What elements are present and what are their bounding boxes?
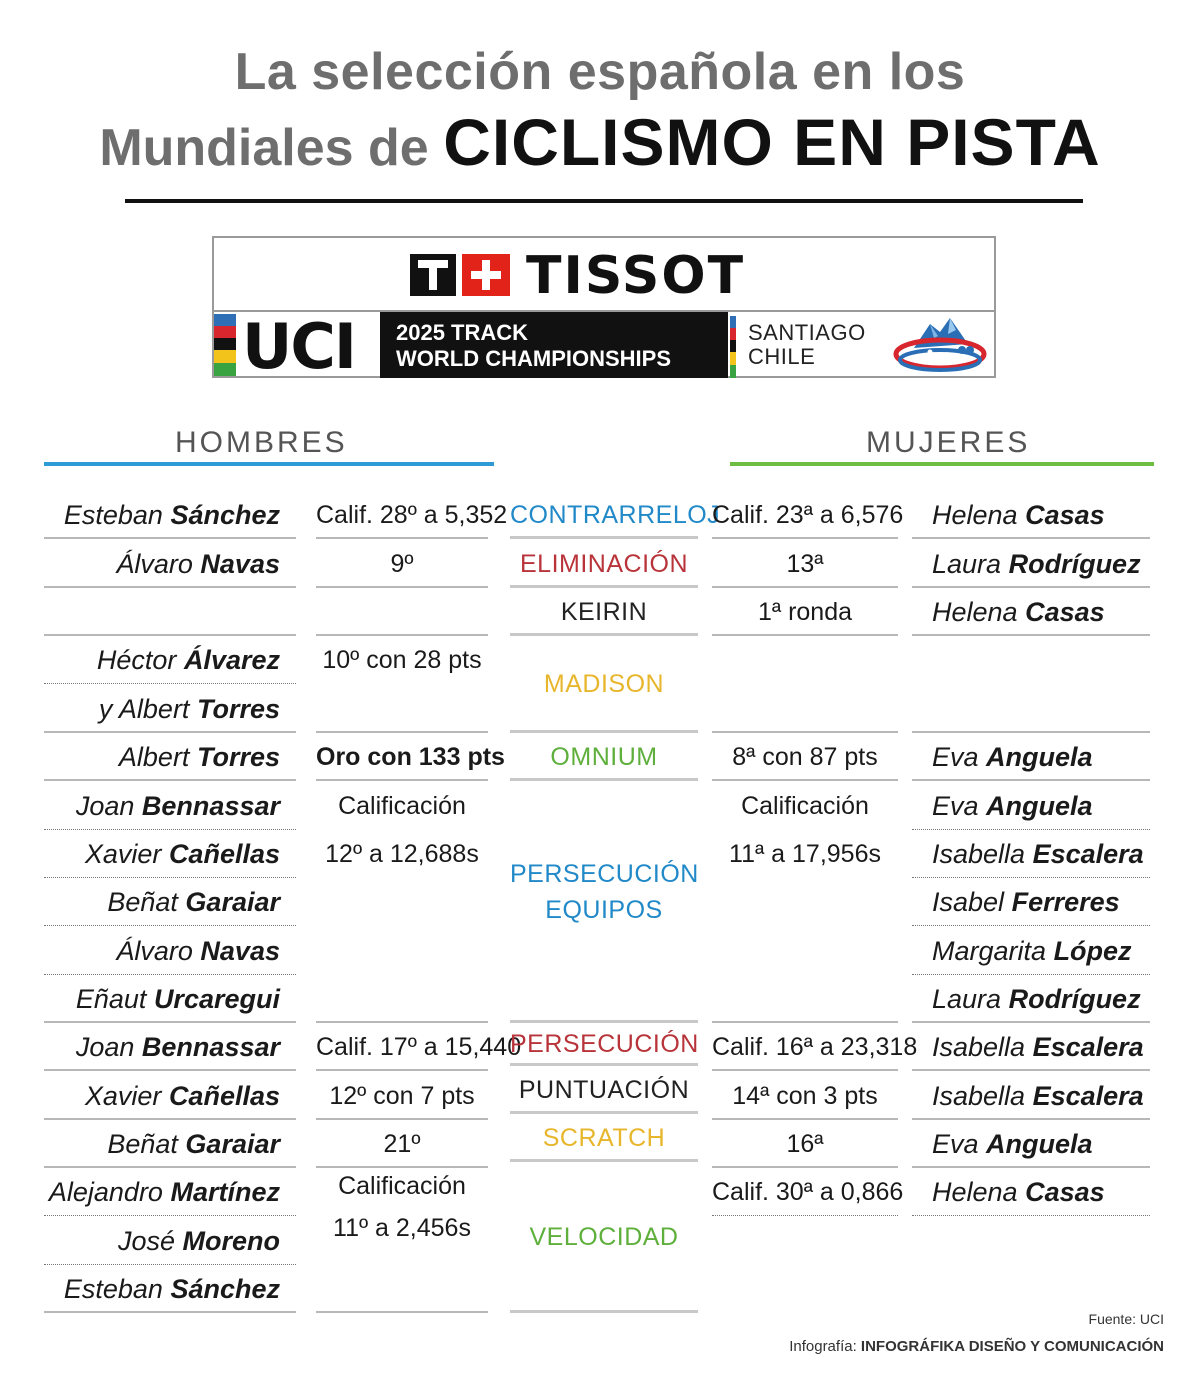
men-name-row-empty <box>44 588 296 636</box>
last-name: Casas <box>1025 1177 1105 1207</box>
last-name: Escalera <box>1032 1081 1144 1111</box>
title-prefix: Mundiales de <box>99 119 429 177</box>
last-name: Anguela <box>986 742 1093 772</box>
men-result-persecucion: Calif. 17º a 15,440 <box>316 1023 488 1071</box>
men-result-madison-spacer <box>316 685 488 733</box>
event-label: ELIMINACIÓN <box>519 550 689 578</box>
event-label: KEIRIN <box>560 598 648 626</box>
men-name-row <box>44 685 296 733</box>
last-name: Torres <box>196 742 280 772</box>
first-name: Beñat <box>107 1129 178 1159</box>
men-result-velocidad-line1: Calificación <box>338 1172 466 1200</box>
women-result-puntuacion: 14ª con 3 pts <box>712 1072 898 1120</box>
women-name-row-empty <box>912 685 1150 733</box>
event-contrarreloj <box>510 491 721 539</box>
women-name-row <box>912 588 1150 636</box>
men-name-row <box>44 927 296 975</box>
event-label: SCRATCH <box>542 1124 666 1152</box>
last-name: Sánchez <box>170 1274 280 1304</box>
event-name-band <box>380 312 728 378</box>
men-result-puntuacion: 12º con 7 pts <box>316 1072 488 1120</box>
last-name: Escalera <box>1032 839 1144 869</box>
women-result-persecucion: Calif. 16ª a 23,318 <box>712 1023 898 1071</box>
men-name-row <box>44 782 296 830</box>
men-name-row <box>44 1120 296 1168</box>
last-name: Navas <box>200 936 280 966</box>
mountain-velodrome-icon <box>890 314 990 376</box>
women-result-velocidad: Calif. 30ª a 0,866 <box>712 1168 898 1216</box>
first-name: Esteban <box>63 1274 163 1304</box>
men-result-velocidad-line2: 11º a 2,456s <box>333 1214 471 1242</box>
last-name: Rodríguez <box>1008 549 1141 579</box>
women-name-row <box>912 540 1150 588</box>
last-name: Torres <box>196 694 280 724</box>
section-men-rule <box>44 462 494 466</box>
men-result-velocidad-spacer <box>316 1265 488 1313</box>
last-name: Anguela <box>986 1129 1093 1159</box>
women-result-keirin: 1ª ronda <box>712 588 898 636</box>
women-name-row <box>912 1023 1150 1071</box>
uci-rainbow-icon <box>214 314 236 376</box>
title-line-2 <box>0 104 1200 180</box>
first-name: Isabel <box>932 887 1005 917</box>
last-name: Navas <box>200 549 280 579</box>
event-label: CONTRARRELOJ <box>510 501 721 529</box>
men-name-row <box>44 636 296 684</box>
section-women-title: MUJERES <box>866 426 1031 459</box>
first-name: Margarita <box>932 936 1047 966</box>
event-velocidad <box>510 1162 698 1313</box>
men-result-team-pursuit-line2: 12º a 12,688s <box>325 840 479 868</box>
last-name: Martínez <box>170 1177 280 1207</box>
event-label: MADISON <box>543 670 665 698</box>
men-name-row <box>44 1072 296 1120</box>
first-name: Isabella <box>932 1081 1026 1111</box>
first-name: y Albert <box>98 694 190 724</box>
event-madison <box>510 636 698 733</box>
first-name: Eva <box>932 1129 979 1159</box>
men-name-row <box>44 1265 296 1313</box>
credit-prefix: Infografía: <box>789 1338 857 1355</box>
first-name: Isabella <box>932 839 1026 869</box>
event-logo <box>212 236 996 383</box>
men-name-row <box>44 491 296 539</box>
men-name-row <box>44 1023 296 1071</box>
section-men-title: HOMBRES <box>175 426 348 459</box>
last-name: Anguela <box>986 791 1093 821</box>
first-name: Joan <box>75 1032 135 1062</box>
event-label: OMNIUM <box>550 743 658 771</box>
last-name: Casas <box>1025 500 1105 530</box>
women-name-row <box>912 830 1150 878</box>
men-result-madison: 10º con 28 pts <box>322 646 482 674</box>
sponsor-name: TISSOT <box>526 246 746 306</box>
title-strong: CICLISMO EN PISTA <box>443 105 1101 179</box>
first-name: Alejandro <box>48 1177 163 1207</box>
men-result-scratch: 21º <box>316 1120 488 1168</box>
federation-name: UCI <box>242 310 355 383</box>
women-name-row <box>912 782 1150 830</box>
first-name: Álvaro <box>116 549 193 579</box>
last-name: Cañellas <box>168 1081 280 1111</box>
first-name: Isabella <box>932 1032 1026 1062</box>
location-rainbow-icon <box>730 316 736 378</box>
event-keirin <box>510 588 698 636</box>
women-result-madison-spacer <box>712 685 898 733</box>
event-label: VELOCIDAD <box>529 1223 679 1251</box>
women-result-team-pursuit-line2: 11ª a 17,956s <box>729 840 881 868</box>
last-name: Urcaregui <box>153 984 280 1014</box>
tissot-cross-icon <box>410 254 510 296</box>
women-name-row <box>912 491 1150 539</box>
event-name-line-1: 2025 TRACK <box>396 320 529 345</box>
women-result-omnium: 8ª con 87 pts <box>712 733 898 781</box>
men-name-row <box>44 975 296 1023</box>
men-result-keirin-empty <box>316 588 488 636</box>
event-scratch <box>510 1114 698 1162</box>
men-result-team-pursuit-line1: Calificación <box>338 792 466 820</box>
last-name: Sánchez <box>170 500 280 530</box>
first-name: Esteban <box>63 500 163 530</box>
men-name-row <box>44 733 296 781</box>
event-name-line-2: WORLD CHAMPIONSHIPS <box>396 346 671 371</box>
women-result-eliminacion: 13ª <box>712 540 898 588</box>
women-name-row <box>912 733 1150 781</box>
women-result-team-pursuit-spacer <box>712 975 898 1023</box>
event-label: PERSECUCIÓN <box>510 1030 699 1058</box>
first-name: Eva <box>932 742 979 772</box>
first-name: Helena <box>932 597 1018 627</box>
event-omnium <box>510 733 698 781</box>
event-persecucion-equipos <box>510 782 698 1023</box>
last-name: Garaiar <box>185 887 280 917</box>
last-name: López <box>1053 936 1132 966</box>
event-eliminacion <box>510 540 698 588</box>
men-result-omnium: Oro con 133 pts <box>316 733 488 781</box>
first-name: Héctor <box>96 645 177 675</box>
first-name: Laura <box>932 984 1002 1014</box>
first-name: Laura <box>932 549 1002 579</box>
men-name-row <box>44 878 296 926</box>
men-result-team-pursuit-spacer <box>316 975 488 1023</box>
men-name-row <box>44 1168 296 1216</box>
source-note: Fuente: UCI <box>1088 1311 1164 1327</box>
event-label: PERSECUCIÓN <box>510 860 699 888</box>
title-line-1: La selección española en los <box>234 43 966 101</box>
last-name: Casas <box>1025 597 1105 627</box>
last-name: Cañellas <box>168 839 280 869</box>
first-name: Helena <box>932 500 1018 530</box>
first-name: Helena <box>932 1177 1018 1207</box>
event-label-line2: EQUIPOS <box>545 896 663 924</box>
women-name-row <box>912 927 1150 975</box>
women-name-row <box>912 1120 1150 1168</box>
first-name: Xavier <box>84 1081 162 1111</box>
women-name-row <box>912 975 1150 1023</box>
location-country: CHILE <box>748 344 816 369</box>
event-puntuacion <box>510 1066 698 1114</box>
men-name-row <box>44 1217 296 1265</box>
last-name: Bennassar <box>141 791 280 821</box>
last-name: Moreno <box>182 1226 280 1256</box>
men-name-row <box>44 830 296 878</box>
last-name: Álvarez <box>183 645 280 675</box>
first-name: Beñat <box>107 887 178 917</box>
first-name: Joan <box>75 791 135 821</box>
location-city: SANTIAGO <box>748 320 866 345</box>
first-name: Albert <box>118 742 190 772</box>
last-name: Bennassar <box>141 1032 280 1062</box>
credit-note <box>789 1338 1164 1355</box>
women-name-row <box>912 1168 1150 1216</box>
women-result-scratch: 16ª <box>712 1120 898 1168</box>
last-name: Ferreres <box>1011 887 1120 917</box>
women-name-row <box>912 878 1150 926</box>
sponsor-band <box>214 238 994 312</box>
first-name: José <box>117 1226 175 1256</box>
event-label: PUNTUACIÓN <box>518 1076 690 1104</box>
last-name: Rodríguez <box>1008 984 1141 1014</box>
men-result-eliminacion: 9º <box>316 540 488 588</box>
men-result-contrarreloj: Calif. 28º a 5,352 <box>316 491 488 539</box>
first-name: Eñaut <box>75 984 147 1014</box>
men-name-row <box>44 540 296 588</box>
event-persecucion <box>510 1023 698 1066</box>
women-result-contrarreloj: Calif. 23ª a 6,576 <box>712 491 898 539</box>
women-result-team-pursuit-line1: Calificación <box>741 792 869 820</box>
last-name: Escalera <box>1032 1032 1144 1062</box>
first-name: Álvaro <box>116 936 193 966</box>
last-name: Garaiar <box>185 1129 280 1159</box>
section-women-rule <box>730 462 1154 466</box>
credit-name: INFOGRÁFIKA DISEÑO Y COMUNICACIÓN <box>860 1338 1164 1355</box>
title-divider <box>125 199 1083 203</box>
women-name-row <box>912 1072 1150 1120</box>
first-name: Xavier <box>84 839 162 869</box>
first-name: Eva <box>932 791 979 821</box>
